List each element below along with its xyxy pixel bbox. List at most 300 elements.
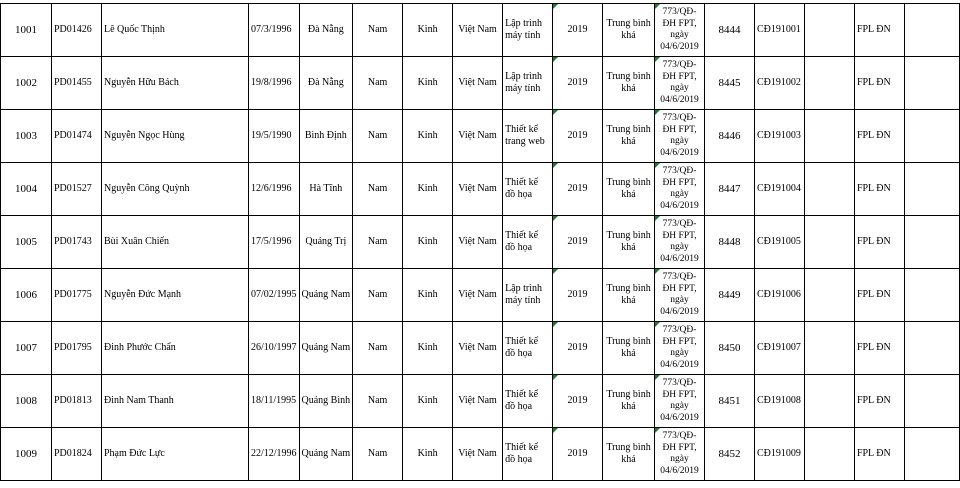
cell-full-name-text: Đinh Nam Thanh	[103, 395, 174, 406]
cell-full-name[interactable]	[101, 322, 248, 375]
comment-marker-icon	[655, 110, 660, 115]
cell-ethnicity-text: Kinh	[417, 236, 438, 247]
cell-decision-text: 773/QĐ-ĐH FPT, ngày 04/6/2019	[660, 60, 699, 105]
cell-serial[interactable]	[705, 163, 755, 216]
cell-rank-text: Trung bình khá	[606, 442, 651, 465]
comment-marker-icon	[553, 4, 558, 9]
cell-gender-text: Nam	[367, 77, 388, 88]
cell-stt-text: 1008	[14, 395, 37, 407]
comment-marker-icon	[655, 216, 660, 221]
cell-nationality[interactable]	[453, 375, 503, 428]
cell-major-text: Thiết kế đồ họa	[505, 177, 539, 200]
cell-year-text: 2019	[567, 236, 588, 247]
cell-serial[interactable]	[705, 4, 755, 57]
cell-year[interactable]	[553, 428, 603, 481]
cell-full-name-text: Lê Quốc Thịnh	[103, 24, 165, 35]
cell-ethnicity[interactable]	[403, 163, 453, 216]
cell-year-text: 2019	[567, 130, 588, 141]
cell-note[interactable]	[804, 269, 854, 322]
cell-rank-text: Trung bình khá	[606, 230, 651, 253]
cell-rank-text: Trung bình khá	[606, 283, 651, 306]
cell-ethnicity-text: Kinh	[417, 395, 438, 406]
cell-decision[interactable]	[655, 4, 705, 57]
cell-unit[interactable]	[854, 110, 904, 163]
cell-stt[interactable]	[1, 428, 52, 481]
cell-unit-text: FPL ĐN	[856, 77, 891, 88]
cell-birth-date[interactable]	[248, 375, 299, 428]
cell-stt[interactable]	[1, 4, 52, 57]
cell-serial[interactable]	[705, 322, 755, 375]
comment-marker-icon	[553, 110, 558, 115]
cell-year-text: 2019	[567, 77, 588, 88]
cell-stt[interactable]	[1, 375, 52, 428]
cell-decision-text: 773/QĐ-ĐH FPT, ngày 04/6/2019	[660, 431, 699, 476]
comment-marker-icon	[655, 322, 660, 327]
cell-birth-date-text: 19/5/1990	[250, 130, 292, 141]
cell-year-text: 2019	[567, 448, 588, 459]
cell-birth-place[interactable]	[299, 322, 353, 375]
cell-student-code[interactable]	[51, 322, 101, 375]
cell-ethnicity-text: Kinh	[417, 77, 438, 88]
cell-gender[interactable]	[353, 163, 403, 216]
cell-note[interactable]	[804, 57, 854, 110]
cell-birth-place-text: Quảng Nam	[301, 289, 351, 300]
cell-note[interactable]	[804, 163, 854, 216]
cell-birth-date-text: 17/5/1996	[250, 236, 292, 247]
cell-student-code[interactable]	[51, 57, 101, 110]
cell-ethnicity[interactable]	[403, 269, 453, 322]
cell-ethnicity-text: Kinh	[417, 130, 438, 141]
graduate-table	[0, 3, 960, 481]
cell-rank[interactable]	[603, 4, 655, 57]
cell-register-no-text: CĐ191001	[756, 24, 801, 35]
cell-ethnicity[interactable]	[403, 375, 453, 428]
cell-extra[interactable]	[904, 269, 959, 322]
cell-full-name[interactable]	[101, 216, 248, 269]
table-row	[1, 57, 960, 110]
cell-serial[interactable]	[705, 269, 755, 322]
cell-register-no[interactable]	[754, 375, 804, 428]
cell-student-code[interactable]	[51, 163, 101, 216]
cell-serial-text: 8451	[718, 395, 741, 407]
cell-birth-place[interactable]	[299, 428, 353, 481]
cell-serial[interactable]	[705, 57, 755, 110]
cell-unit[interactable]	[854, 4, 904, 57]
cell-student-code-text: PD01455	[53, 77, 92, 88]
cell-decision[interactable]	[655, 57, 705, 110]
cell-birth-place[interactable]	[299, 4, 353, 57]
cell-register-no-text: CĐ191002	[756, 77, 801, 88]
cell-birth-date[interactable]	[248, 269, 299, 322]
table-body	[1, 4, 960, 481]
cell-full-name[interactable]	[101, 375, 248, 428]
cell-major[interactable]	[503, 216, 553, 269]
cell-note[interactable]	[804, 216, 854, 269]
cell-birth-place-text: Bình Định	[304, 130, 347, 141]
cell-full-name[interactable]	[101, 4, 248, 57]
cell-register-no[interactable]	[754, 269, 804, 322]
cell-extra[interactable]	[904, 163, 959, 216]
cell-ethnicity[interactable]	[403, 216, 453, 269]
cell-gender-text: Nam	[367, 395, 388, 406]
cell-birth-place-text: Quảng Bình	[301, 395, 351, 406]
cell-year-text: 2019	[567, 24, 588, 35]
cell-gender-text: Nam	[367, 183, 388, 194]
cell-birth-date[interactable]	[248, 163, 299, 216]
cell-full-name[interactable]	[101, 428, 248, 481]
cell-year[interactable]	[553, 375, 603, 428]
cell-full-name-text: Nguyễn Đức Mạnh	[103, 289, 182, 300]
cell-gender[interactable]	[353, 322, 403, 375]
cell-major[interactable]	[503, 110, 553, 163]
table-row	[1, 216, 960, 269]
cell-student-code-text: PD01775	[53, 289, 92, 300]
cell-nationality-text: Việt Nam	[458, 24, 497, 35]
cell-register-no-text: CĐ191007	[756, 342, 801, 353]
cell-year-text: 2019	[567, 289, 588, 300]
cell-birth-date-text: 22/12/1996	[250, 448, 297, 459]
cell-register-no[interactable]	[754, 322, 804, 375]
cell-stt[interactable]	[1, 269, 52, 322]
comment-marker-icon	[553, 163, 558, 168]
cell-register-no-text: CĐ191004	[756, 183, 801, 194]
comment-marker-icon	[655, 269, 660, 274]
cell-major-text: Thiết kế đồ họa	[505, 389, 539, 412]
cell-major-text: Thiết kế đồ họa	[505, 230, 539, 253]
cell-birth-date[interactable]	[248, 57, 299, 110]
cell-birth-place[interactable]	[299, 57, 353, 110]
cell-birth-date[interactable]	[248, 322, 299, 375]
cell-birth-date-text: 12/6/1996	[250, 183, 292, 194]
table-row	[1, 428, 960, 481]
cell-major[interactable]	[503, 269, 553, 322]
cell-nationality[interactable]	[453, 428, 503, 481]
cell-nationality[interactable]	[453, 163, 503, 216]
cell-register-no[interactable]	[754, 163, 804, 216]
cell-gender[interactable]	[353, 216, 403, 269]
comment-marker-icon	[655, 163, 660, 168]
cell-decision[interactable]	[655, 269, 705, 322]
cell-decision[interactable]	[655, 110, 705, 163]
cell-major[interactable]	[503, 163, 553, 216]
cell-year[interactable]	[553, 269, 603, 322]
cell-birth-date[interactable]	[248, 110, 299, 163]
cell-major[interactable]	[503, 375, 553, 428]
cell-ethnicity[interactable]	[403, 322, 453, 375]
cell-rank-text: Trung bình khá	[606, 177, 651, 200]
cell-unit[interactable]	[854, 428, 904, 481]
cell-note[interactable]	[804, 4, 854, 57]
cell-unit[interactable]	[854, 269, 904, 322]
comment-marker-icon	[655, 4, 660, 9]
comment-marker-icon	[553, 216, 558, 221]
cell-extra[interactable]	[904, 322, 959, 375]
cell-full-name[interactable]	[101, 269, 248, 322]
comment-marker-icon	[655, 428, 660, 433]
cell-note[interactable]	[804, 110, 854, 163]
cell-register-no-text: CĐ191005	[756, 236, 801, 247]
cell-student-code[interactable]	[51, 4, 101, 57]
cell-birth-date[interactable]	[248, 216, 299, 269]
cell-student-code-text: PD01474	[53, 130, 92, 141]
cell-serial[interactable]	[705, 110, 755, 163]
cell-gender[interactable]	[353, 269, 403, 322]
cell-extra[interactable]	[904, 57, 959, 110]
cell-birth-date[interactable]	[248, 428, 299, 481]
cell-ethnicity-text: Kinh	[417, 342, 438, 353]
cell-nationality[interactable]	[453, 269, 503, 322]
cell-serial-text: 8450	[718, 342, 741, 354]
cell-gender-text: Nam	[367, 342, 388, 353]
cell-student-code[interactable]	[51, 216, 101, 269]
cell-decision[interactable]	[655, 428, 705, 481]
cell-stt[interactable]	[1, 163, 52, 216]
cell-nationality-text: Việt Nam	[458, 342, 497, 353]
cell-rank-text: Trung bình khá	[606, 71, 651, 94]
cell-gender-text: Nam	[367, 24, 388, 35]
comment-marker-icon	[553, 322, 558, 327]
cell-decision-text: 773/QĐ-ĐH FPT, ngày 04/6/2019	[660, 166, 699, 211]
cell-ethnicity-text: Kinh	[417, 183, 438, 194]
cell-extra[interactable]	[904, 375, 959, 428]
cell-register-no[interactable]	[754, 428, 804, 481]
cell-serial-text: 8447	[718, 183, 741, 195]
cell-birth-date[interactable]	[248, 4, 299, 57]
cell-serial-text: 8445	[718, 77, 741, 89]
cell-nationality-text: Việt Nam	[458, 183, 497, 194]
cell-year[interactable]	[553, 322, 603, 375]
cell-year[interactable]	[553, 4, 603, 57]
cell-major[interactable]	[503, 322, 553, 375]
comment-marker-icon	[553, 269, 558, 274]
cell-gender-text: Nam	[367, 236, 388, 247]
cell-unit-text: FPL ĐN	[856, 24, 891, 35]
cell-register-no[interactable]	[754, 57, 804, 110]
cell-register-no-text: CĐ191009	[756, 448, 801, 459]
cell-unit-text: FPL ĐN	[856, 395, 891, 406]
cell-full-name[interactable]	[101, 110, 248, 163]
cell-student-code-text: PD01743	[53, 236, 92, 247]
cell-gender-text: Nam	[367, 448, 388, 459]
cell-birth-place-text: Quảng Nam	[301, 342, 351, 353]
table-row	[1, 269, 960, 322]
cell-major-text: Lập trình máy tính	[505, 71, 542, 94]
cell-register-no[interactable]	[754, 216, 804, 269]
cell-rank[interactable]	[603, 322, 655, 375]
cell-stt-text: 1005	[14, 236, 37, 248]
comment-marker-icon	[655, 375, 660, 380]
cell-rank[interactable]	[603, 428, 655, 481]
cell-student-code-text: PD01426	[53, 24, 92, 35]
cell-student-code-text: PD01795	[53, 342, 92, 353]
table-row	[1, 322, 960, 375]
cell-note[interactable]	[804, 322, 854, 375]
cell-serial-text: 8448	[718, 236, 741, 248]
cell-full-name-text: Phạm Đức Lực	[103, 448, 165, 459]
cell-birth-place[interactable]	[299, 375, 353, 428]
cell-birth-date-text: 19/8/1996	[250, 77, 292, 88]
cell-unit[interactable]	[854, 375, 904, 428]
cell-full-name-text: Đinh Phước Chẩn	[103, 342, 176, 353]
cell-birth-place[interactable]	[299, 269, 353, 322]
cell-stt[interactable]	[1, 110, 52, 163]
cell-serial-text: 8446	[718, 130, 741, 142]
cell-rank-text: Trung bình khá	[606, 336, 651, 359]
cell-ethnicity-text: Kinh	[417, 448, 438, 459]
comment-marker-icon	[553, 57, 558, 62]
cell-decision-text: 773/QĐ-ĐH FPT, ngày 04/6/2019	[660, 272, 699, 317]
cell-major-text: Thiết kế đồ họa	[505, 336, 539, 359]
cell-extra[interactable]	[904, 110, 959, 163]
cell-birth-place-text: Hà Tĩnh	[309, 183, 343, 194]
cell-birth-place-text: Quảng Nam	[301, 448, 351, 459]
cell-student-code-text: PD01813	[53, 395, 92, 406]
comment-marker-icon	[553, 375, 558, 380]
cell-full-name[interactable]	[101, 163, 248, 216]
cell-unit-text: FPL ĐN	[856, 448, 891, 459]
cell-decision[interactable]	[655, 163, 705, 216]
cell-nationality[interactable]	[453, 216, 503, 269]
cell-extra[interactable]	[904, 4, 959, 57]
cell-rank[interactable]	[603, 57, 655, 110]
cell-full-name-text: Nguyễn Ngọc Hùng	[103, 130, 185, 141]
cell-decision-text: 773/QĐ-ĐH FPT, ngày 04/6/2019	[660, 113, 699, 158]
cell-nationality-text: Việt Nam	[458, 395, 497, 406]
cell-student-code[interactable]	[51, 110, 101, 163]
cell-rank[interactable]	[603, 163, 655, 216]
cell-rank[interactable]	[603, 216, 655, 269]
cell-rank-text: Trung bình khá	[606, 124, 651, 147]
cell-student-code-text: PD01824	[53, 448, 92, 459]
cell-birth-date-text: 07/02/1995	[250, 289, 297, 300]
cell-stt-text: 1004	[14, 183, 37, 195]
cell-gender[interactable]	[353, 428, 403, 481]
cell-extra[interactable]	[904, 216, 959, 269]
cell-nationality[interactable]	[453, 4, 503, 57]
cell-decision[interactable]	[655, 216, 705, 269]
cell-nationality[interactable]	[453, 57, 503, 110]
cell-major-text: Lập trình máy tính	[505, 283, 542, 306]
cell-unit[interactable]	[854, 57, 904, 110]
cell-rank-text: Trung bình khá	[606, 18, 651, 41]
cell-rank[interactable]	[603, 110, 655, 163]
cell-stt-text: 1006	[14, 289, 37, 301]
cell-serial[interactable]	[705, 375, 755, 428]
cell-register-no[interactable]	[754, 110, 804, 163]
cell-birth-date-text: 18/11/1995	[250, 395, 297, 406]
cell-birth-place[interactable]	[299, 110, 353, 163]
cell-birth-place-text: Quảng Trị	[305, 236, 347, 247]
cell-register-no-text: CĐ191003	[756, 130, 801, 141]
cell-ethnicity[interactable]	[403, 428, 453, 481]
cell-birth-date-text: 07/3/1996	[250, 24, 292, 35]
cell-unit[interactable]	[854, 163, 904, 216]
cell-decision-text: 773/QĐ-ĐH FPT, ngày 04/6/2019	[660, 219, 699, 264]
cell-decision[interactable]	[655, 322, 705, 375]
cell-unit[interactable]	[854, 322, 904, 375]
cell-nationality[interactable]	[453, 110, 503, 163]
cell-major[interactable]	[503, 428, 553, 481]
cell-year[interactable]	[553, 57, 603, 110]
cell-ethnicity[interactable]	[403, 57, 453, 110]
cell-note[interactable]	[804, 375, 854, 428]
cell-stt-text: 1009	[14, 448, 37, 460]
cell-student-code[interactable]	[51, 375, 101, 428]
cell-nationality[interactable]	[453, 322, 503, 375]
cell-stt-text: 1002	[14, 77, 37, 89]
cell-full-name[interactable]	[101, 57, 248, 110]
cell-decision[interactable]	[655, 375, 705, 428]
cell-ethnicity[interactable]	[403, 110, 453, 163]
cell-major[interactable]	[503, 4, 553, 57]
comment-marker-icon	[553, 428, 558, 433]
cell-full-name-text: Bùi Xuân Chiến	[103, 236, 169, 247]
cell-birth-place[interactable]	[299, 163, 353, 216]
cell-birth-place[interactable]	[299, 216, 353, 269]
cell-serial[interactable]	[705, 216, 755, 269]
cell-decision-text: 773/QĐ-ĐH FPT, ngày 04/6/2019	[660, 7, 699, 52]
cell-year[interactable]	[553, 110, 603, 163]
cell-major-text: Thiết kế trang web	[505, 124, 545, 147]
cell-unit-text: FPL ĐN	[856, 289, 891, 300]
cell-year[interactable]	[553, 216, 603, 269]
cell-nationality-text: Việt Nam	[458, 448, 497, 459]
cell-gender[interactable]	[353, 110, 403, 163]
table-row	[1, 163, 960, 216]
cell-ethnicity-text: Kinh	[417, 24, 438, 35]
cell-year-text: 2019	[567, 395, 588, 406]
cell-stt-text: 1007	[14, 342, 37, 354]
cell-stt[interactable]	[1, 57, 52, 110]
cell-note[interactable]	[804, 428, 854, 481]
cell-stt[interactable]	[1, 322, 52, 375]
cell-serial-text: 8452	[718, 448, 741, 460]
cell-ethnicity[interactable]	[403, 4, 453, 57]
cell-year-text: 2019	[567, 183, 588, 194]
cell-serial-text: 8449	[718, 289, 741, 301]
cell-gender[interactable]	[353, 4, 403, 57]
table-row	[1, 4, 960, 57]
cell-unit-text: FPL ĐN	[856, 236, 891, 247]
cell-full-name-text: Nguyễn Hữu Bách	[103, 77, 179, 88]
cell-register-no[interactable]	[754, 4, 804, 57]
cell-rank[interactable]	[603, 269, 655, 322]
cell-serial[interactable]	[705, 428, 755, 481]
cell-extra[interactable]	[904, 428, 959, 481]
cell-birth-place-text: Đà Nẵng	[307, 77, 344, 88]
cell-register-no-text: CĐ191006	[756, 289, 801, 300]
cell-unit[interactable]	[854, 216, 904, 269]
table-row	[1, 375, 960, 428]
cell-gender[interactable]	[353, 57, 403, 110]
cell-stt-text: 1003	[14, 130, 37, 142]
cell-student-code[interactable]	[51, 269, 101, 322]
cell-ethnicity-text: Kinh	[417, 289, 438, 300]
cell-student-code-text: PD01527	[53, 183, 92, 194]
cell-student-code[interactable]	[51, 428, 101, 481]
cell-major[interactable]	[503, 57, 553, 110]
cell-nationality-text: Việt Nam	[458, 130, 497, 141]
cell-decision-text: 773/QĐ-ĐH FPT, ngày 04/6/2019	[660, 378, 699, 423]
cell-gender[interactable]	[353, 375, 403, 428]
cell-gender-text: Nam	[367, 289, 388, 300]
cell-year[interactable]	[553, 163, 603, 216]
cell-serial-text: 8444	[718, 24, 741, 36]
cell-major-text: Lập trình máy tính	[505, 18, 542, 41]
cell-unit-text: FPL ĐN	[856, 342, 891, 353]
cell-rank[interactable]	[603, 375, 655, 428]
cell-stt[interactable]	[1, 216, 52, 269]
